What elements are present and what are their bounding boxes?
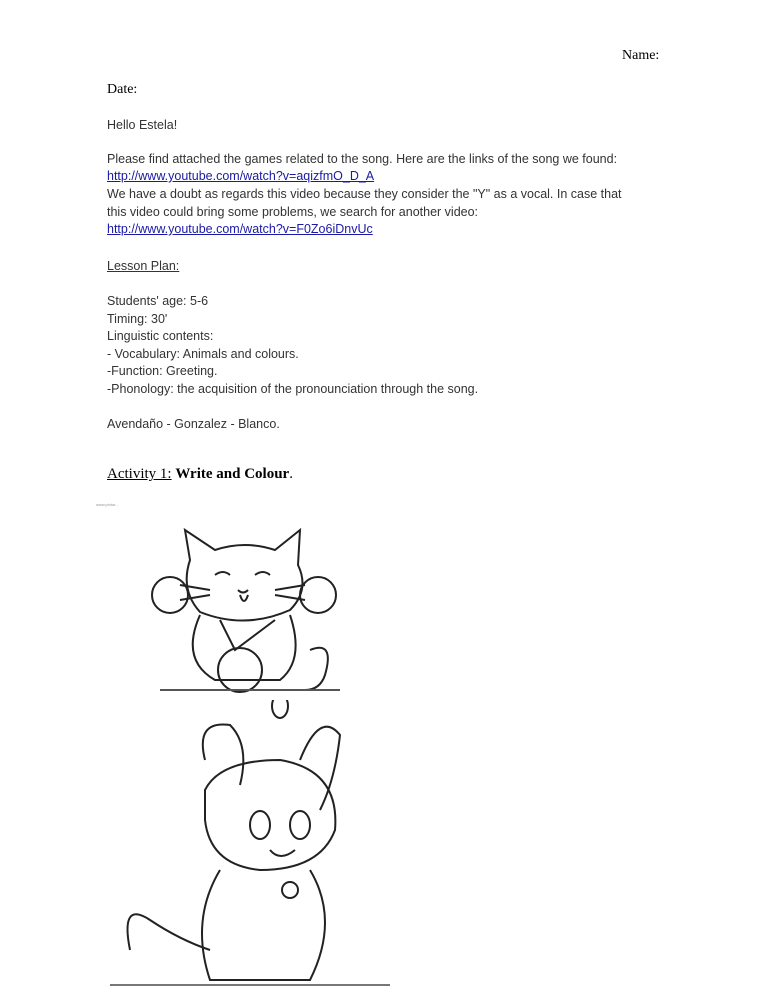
phonology: -Phonology: the acquisition of the pronounciation through the song. — [107, 382, 479, 396]
paragraph-line: this video could bring some problems, we search for another video: — [107, 205, 479, 219]
activity-label: Activity 1: — [107, 466, 172, 482]
greeting: Hello Estela! — [107, 118, 178, 132]
youtube-link-1[interactable]: http://www.youtube.com/watch?v=aqizfmO_D_A — [107, 169, 375, 183]
authors: Avendaño - Gonzalez - Blanco. — [107, 417, 280, 431]
image-caption: www.pintar... — [96, 502, 119, 507]
lesson-plan-heading: Lesson Plan: — [107, 259, 180, 273]
activity-heading — [107, 465, 293, 484]
students-age: Students' age: 5-6 — [107, 294, 209, 308]
paragraph-line: Please find attached the games related to the song. Here are the links of the song we found: — [107, 152, 618, 166]
linguistic-contents: Linguistic contents: — [107, 329, 214, 343]
cat-coloring-image — [140, 520, 350, 695]
dog-coloring-image — [110, 700, 390, 990]
paragraph-line: We have a doubt as regards this video because they consider the "Y" as a vocal. In case that — [107, 187, 622, 201]
vocabulary: - Vocabulary: Animals and colours. — [107, 347, 299, 361]
timing: Timing: 30' — [107, 312, 168, 326]
name-label: Name: — [622, 48, 660, 63]
date-label: Date: — [107, 82, 138, 97]
function: -Function: Greeting. — [107, 364, 218, 378]
activity-title: Write and Colour — [175, 466, 290, 482]
activity-period: . — [289, 466, 293, 482]
youtube-link-2[interactable]: http://www.youtube.com/watch?v=F0Zo6iDnvUc — [107, 222, 373, 236]
